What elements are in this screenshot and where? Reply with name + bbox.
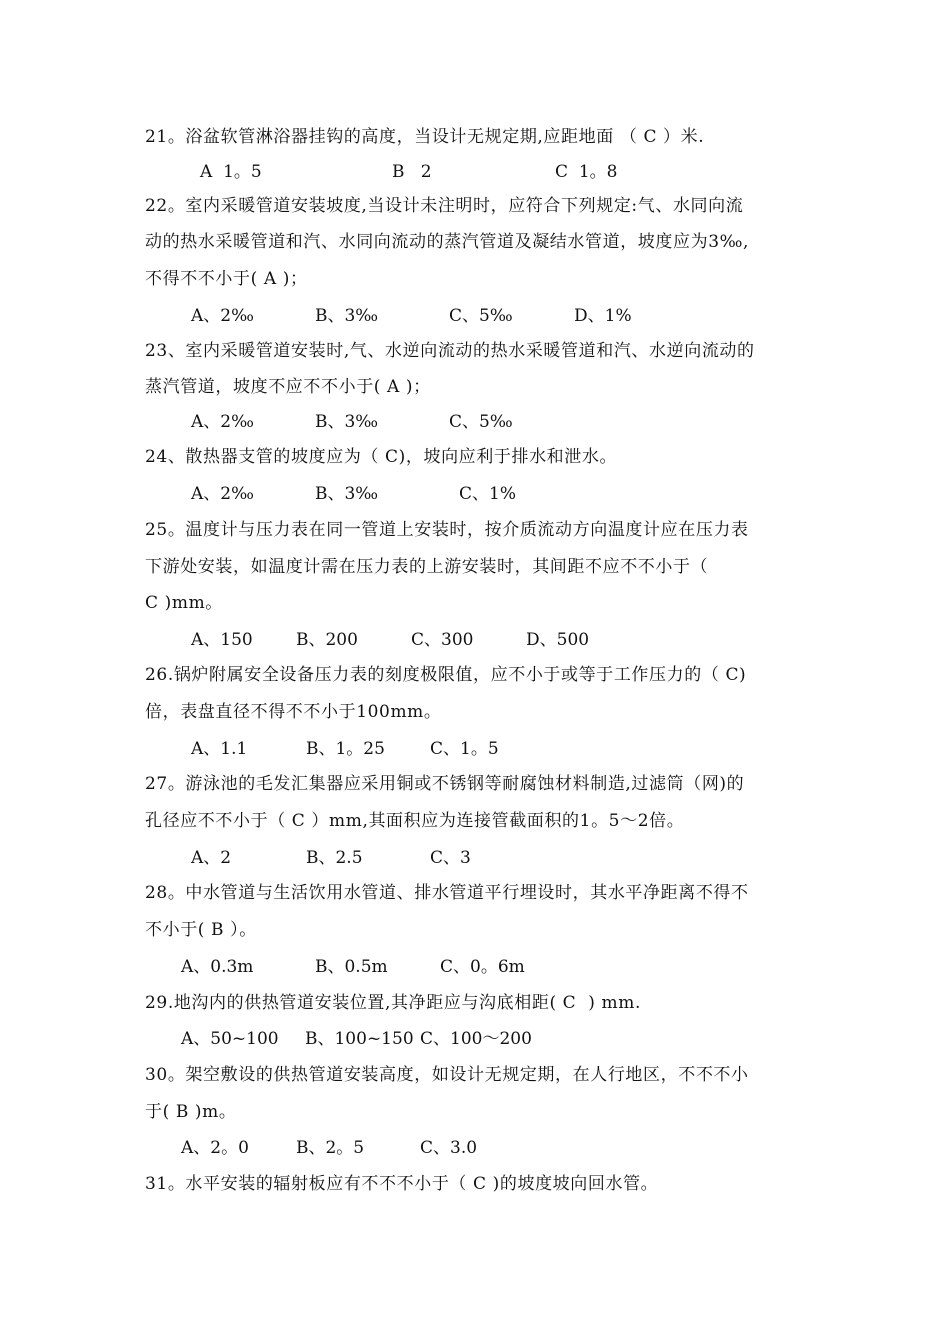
option-d: D、1%: [574, 306, 632, 326]
option-a: A、2‰: [191, 412, 254, 432]
option-a: A、2‰: [191, 484, 254, 504]
option-b: B、3‰: [315, 484, 379, 504]
option-b: B、2。5: [296, 1138, 365, 1158]
option-a: A、50~100: [181, 1029, 279, 1049]
question-text: 21。浴盆软管淋浴器挂钩的高度，当设计无规定期,应距地面 （ C ）米.: [145, 127, 705, 147]
option-c: C、5‰: [449, 306, 513, 326]
question-text: 不得不不小于( A )；: [145, 269, 308, 289]
option-c: C、300: [411, 630, 474, 650]
option-b: B、100~150: [305, 1029, 414, 1049]
option-c: C、1%: [459, 484, 516, 504]
option-b: B、3‰: [315, 306, 379, 326]
question-text: 24、散热器支管的坡度应为（ C)，坡向应利于排水和泄水。: [145, 447, 618, 467]
question-text: 于( B )m。: [145, 1102, 237, 1122]
option-a: A、2‰: [191, 306, 254, 326]
option-c: C、3.0: [420, 1138, 478, 1158]
question-text: 孔径应不不小于（ C ）mm,其面积应为连接管截面积的1。5～2倍。: [145, 811, 685, 831]
option-c: C、3: [430, 848, 471, 868]
question-text: 29.地沟内的供热管道安装位置,其净距应与沟底相距( C ) mm.: [145, 993, 641, 1013]
option-c: C、1。5: [430, 739, 499, 759]
option-c: C、100～200: [420, 1029, 532, 1049]
question-text: 22。室内采暖管道安装坡度,当设计未注明时，应符合下列规定:气、水同向流: [145, 196, 744, 216]
option-b: B、1。25: [306, 739, 385, 759]
question-text: 31。水平安装的辐射板应有不不不小于（ C )的坡度坡向回水管。: [145, 1174, 659, 1194]
question-text: 倍，表盘直径不得不不小于100mm。: [145, 702, 442, 722]
option-a: A、2: [191, 848, 232, 868]
question-text: 26.锅炉附属安全设备压力表的刻度极限值，应不小于或等于工作压力的（ C): [145, 665, 747, 685]
question-text: 动的热水采暖管道和汽、水同向流动的蒸汽管道及凝结水管道，坡度应为3‰,: [145, 232, 750, 252]
option-b: B、3‰: [315, 412, 379, 432]
question-text: 25。温度计与压力表在同一管道上安装时，按介质流动方向温度计应在压力表: [145, 520, 749, 540]
option-a: A、1.1: [191, 739, 248, 759]
question-text: 28。中水管道与生活饮用水管道、排水管道平行埋设时，其水平净距离不得不: [145, 883, 749, 903]
question-text: 下游处安装，如温度计需在压力表的上游安装时，其间距不应不不小于（: [145, 557, 709, 577]
option-a: A、150: [191, 630, 253, 650]
option-c: C、0。6m: [440, 957, 525, 977]
option-b: B、2.5: [306, 848, 363, 868]
option-a: A 1。5: [200, 162, 262, 182]
option-b: B、0.5m: [315, 957, 388, 977]
option-b: B 2: [392, 162, 432, 182]
option-c: C 1。8: [555, 162, 618, 182]
option-d: D、500: [526, 630, 590, 650]
option-a: A、0.3m: [181, 957, 254, 977]
question-text: 27。游泳池的毛发汇集器应采用铜或不锈钢等耐腐蚀材料制造,过滤筒（网)的: [145, 774, 745, 794]
option-b: B、200: [296, 630, 358, 650]
question-text: 30。架空敷设的供热管道安装高度，如设计无规定期，在人行地区，不不不小: [145, 1065, 749, 1085]
option-a: A、2。0: [181, 1138, 249, 1158]
option-c: C、5‰: [449, 412, 513, 432]
question-text: 23、室内采暖管道安装时,气、水逆向流动的热水采暖管道和汽、水逆向流动的: [145, 341, 755, 361]
question-text: C )mm。: [145, 593, 223, 613]
question-text: 不小于( B ）。: [145, 920, 257, 940]
question-text: 蒸汽管道，坡度不应不不小于( A )；: [145, 377, 431, 397]
